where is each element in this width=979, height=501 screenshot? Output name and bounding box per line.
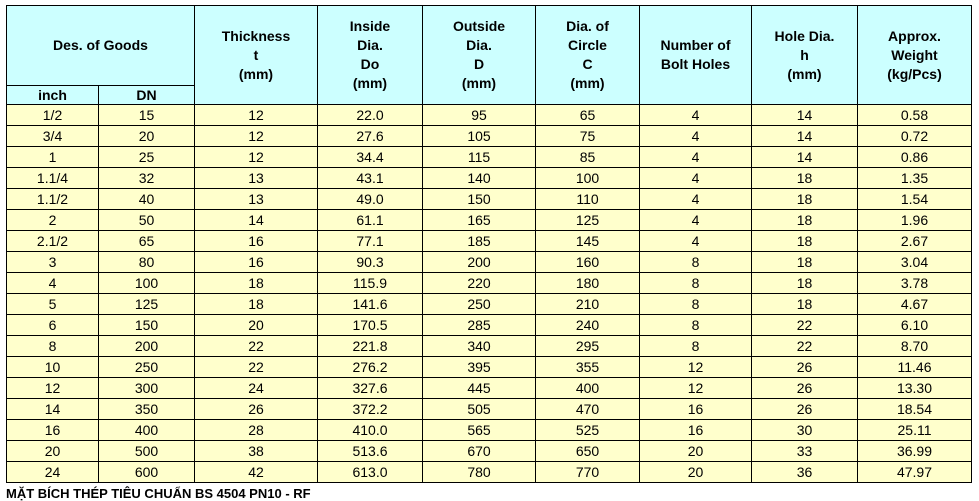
table-row [7,105,972,126]
flange-spec-table [6,5,972,483]
cell-weight: 2.67 [858,231,972,252]
cell-inside-dia: 170.5 [318,315,423,336]
cell-dn: 600 [99,462,195,483]
cell-inside-dia: 61.1 [318,210,423,231]
cell-hole-dia: 14 [752,147,858,168]
cell-weight: 3.78 [858,273,972,294]
cell-weight: 18.54 [858,399,972,420]
cell-inside-dia: 77.1 [318,231,423,252]
cell-dn: 250 [99,357,195,378]
cell-hole-dia: 22 [752,315,858,336]
cell-bolt-holes: 8 [640,315,752,336]
cell-outside-dia: 185 [423,231,536,252]
cell-weight: 1.35 [858,168,972,189]
cell-dia-of-circle: 180 [536,273,640,294]
cell-hole-dia: 18 [752,189,858,210]
cell-hole-dia: 14 [752,126,858,147]
cell-bolt-holes: 8 [640,336,752,357]
cell-dia-of-circle: 100 [536,168,640,189]
cell-inside-dia: 613.0 [318,462,423,483]
cell-bolt-holes: 4 [640,210,752,231]
cell-outside-dia: 250 [423,294,536,315]
cell-hole-dia: 30 [752,420,858,441]
cell-weight: 11.46 [858,357,972,378]
cell-thickness: 14 [195,210,318,231]
cell-dia-of-circle: 525 [536,420,640,441]
cell-dia-of-circle: 650 [536,441,640,462]
cell-inch: 14 [7,399,99,420]
cell-dia-of-circle: 85 [536,147,640,168]
cell-outside-dia: 150 [423,189,536,210]
cell-dn: 125 [99,294,195,315]
cell-weight: 8.70 [858,336,972,357]
cell-dn: 20 [99,126,195,147]
cell-thickness: 16 [195,252,318,273]
cell-thickness: 18 [195,273,318,294]
header-bolt-holes: Number of Bolt Holes [640,6,752,105]
cell-hole-dia: 18 [752,273,858,294]
cell-inside-dia: 27.6 [318,126,423,147]
cell-inch: 2.1/2 [7,231,99,252]
cell-dn: 300 [99,378,195,399]
cell-dn: 32 [99,168,195,189]
cell-outside-dia: 445 [423,378,536,399]
cell-thickness: 12 [195,147,318,168]
cell-dia-of-circle: 470 [536,399,640,420]
table-row [7,210,972,231]
cell-bolt-holes: 16 [640,420,752,441]
cell-weight: 36.99 [858,441,972,462]
footer-caption: MẶT BÍCH THÉP TIÊU CHUẨN BS 4504 PN10 - RF [6,486,311,501]
cell-inside-dia: 22.0 [318,105,423,126]
cell-bolt-holes: 4 [640,168,752,189]
cell-dn: 15 [99,105,195,126]
cell-hole-dia: 22 [752,336,858,357]
cell-inside-dia: 513.6 [318,441,423,462]
table-row [7,147,972,168]
cell-bolt-holes: 4 [640,105,752,126]
cell-bolt-holes: 12 [640,357,752,378]
cell-hole-dia: 18 [752,210,858,231]
cell-inch: 3/4 [7,126,99,147]
cell-bolt-holes: 8 [640,294,752,315]
cell-inch: 12 [7,378,99,399]
cell-thickness: 24 [195,378,318,399]
cell-dia-of-circle: 125 [536,210,640,231]
cell-thickness: 38 [195,441,318,462]
cell-outside-dia: 105 [423,126,536,147]
cell-inside-dia: 90.3 [318,252,423,273]
cell-bolt-holes: 4 [640,126,752,147]
cell-outside-dia: 565 [423,420,536,441]
cell-inch: 3 [7,252,99,273]
cell-inch: 2 [7,210,99,231]
cell-bolt-holes: 16 [640,399,752,420]
header-thickness: Thickness t (mm) [195,6,318,105]
table-row [7,336,972,357]
table-row [7,294,972,315]
cell-hole-dia: 33 [752,441,858,462]
cell-weight: 4.67 [858,294,972,315]
cell-inch: 6 [7,315,99,336]
cell-dn: 80 [99,252,195,273]
header-inside-dia: Inside Dia. Do (mm) [318,6,423,105]
cell-weight: 47.97 [858,462,972,483]
cell-hole-dia: 26 [752,378,858,399]
table-row [7,189,972,210]
cell-outside-dia: 220 [423,273,536,294]
cell-outside-dia: 165 [423,210,536,231]
header-outside-dia: Outside Dia. D (mm) [423,6,536,105]
cell-dia-of-circle: 400 [536,378,640,399]
cell-inch: 20 [7,441,99,462]
cell-hole-dia: 18 [752,168,858,189]
cell-weight: 1.54 [858,189,972,210]
cell-bolt-holes: 8 [640,252,752,273]
cell-thickness: 18 [195,294,318,315]
cell-dn: 65 [99,231,195,252]
cell-dn: 40 [99,189,195,210]
table-row [7,399,972,420]
cell-weight: 1.96 [858,210,972,231]
cell-dn: 25 [99,147,195,168]
cell-dia-of-circle: 110 [536,189,640,210]
cell-outside-dia: 670 [423,441,536,462]
cell-weight: 3.04 [858,252,972,273]
cell-bolt-holes: 8 [640,273,752,294]
cell-thickness: 42 [195,462,318,483]
cell-dn: 50 [99,210,195,231]
cell-bolt-holes: 4 [640,147,752,168]
cell-thickness: 13 [195,168,318,189]
cell-bolt-holes: 4 [640,189,752,210]
cell-bolt-holes: 20 [640,441,752,462]
cell-weight: 6.10 [858,315,972,336]
cell-dia-of-circle: 240 [536,315,640,336]
cell-outside-dia: 505 [423,399,536,420]
cell-inside-dia: 221.8 [318,336,423,357]
cell-inside-dia: 34.4 [318,147,423,168]
cell-outside-dia: 95 [423,105,536,126]
table-body [7,105,972,483]
cell-hole-dia: 26 [752,399,858,420]
cell-hole-dia: 14 [752,105,858,126]
cell-outside-dia: 395 [423,357,536,378]
cell-inch: 1.1/4 [7,168,99,189]
cell-dn: 500 [99,441,195,462]
cell-dn: 400 [99,420,195,441]
cell-inside-dia: 276.2 [318,357,423,378]
cell-dn: 150 [99,315,195,336]
cell-thickness: 16 [195,231,318,252]
header-inch: inch [7,86,99,105]
header-dia-of-circle: Dia. of Circle C (mm) [536,6,640,105]
cell-inch: 1.1/2 [7,189,99,210]
cell-bolt-holes: 12 [640,378,752,399]
cell-weight: 25.11 [858,420,972,441]
table-row [7,441,972,462]
cell-inch: 10 [7,357,99,378]
table-row [7,378,972,399]
cell-dn: 200 [99,336,195,357]
cell-inside-dia: 372.2 [318,399,423,420]
cell-dia-of-circle: 75 [536,126,640,147]
cell-dia-of-circle: 295 [536,336,640,357]
cell-inch: 4 [7,273,99,294]
cell-hole-dia: 18 [752,231,858,252]
header-dn: DN [99,86,195,105]
cell-dn: 350 [99,399,195,420]
header-weight: Approx. Weight (kg/Pcs) [858,6,972,105]
cell-hole-dia: 18 [752,252,858,273]
cell-thickness: 28 [195,420,318,441]
cell-thickness: 22 [195,336,318,357]
cell-hole-dia: 18 [752,294,858,315]
table-row [7,126,972,147]
cell-inch: 1 [7,147,99,168]
cell-dia-of-circle: 770 [536,462,640,483]
cell-weight: 0.58 [858,105,972,126]
cell-inch: 8 [7,336,99,357]
cell-inside-dia: 49.0 [318,189,423,210]
header-hole-dia: Hole Dia. h (mm) [752,6,858,105]
table-row [7,462,972,483]
cell-dn: 100 [99,273,195,294]
cell-inside-dia: 43.1 [318,168,423,189]
cell-inch: 16 [7,420,99,441]
cell-weight: 0.72 [858,126,972,147]
cell-outside-dia: 780 [423,462,536,483]
table-row [7,273,972,294]
table-row [7,420,972,441]
table-row [7,315,972,336]
cell-dia-of-circle: 65 [536,105,640,126]
cell-thickness: 12 [195,126,318,147]
cell-inch: 5 [7,294,99,315]
cell-outside-dia: 285 [423,315,536,336]
cell-inside-dia: 327.6 [318,378,423,399]
cell-inch: 24 [7,462,99,483]
cell-outside-dia: 340 [423,336,536,357]
header-row [7,6,972,86]
cell-bolt-holes: 4 [640,231,752,252]
cell-weight: 0.86 [858,147,972,168]
cell-hole-dia: 26 [752,357,858,378]
cell-outside-dia: 200 [423,252,536,273]
table-row [7,357,972,378]
header-des-of-goods: Des. of Goods [7,6,195,86]
cell-thickness: 22 [195,357,318,378]
cell-inside-dia: 141.6 [318,294,423,315]
cell-dia-of-circle: 145 [536,231,640,252]
cell-bolt-holes: 20 [640,462,752,483]
cell-inside-dia: 115.9 [318,273,423,294]
cell-thickness: 13 [195,189,318,210]
cell-weight: 13.30 [858,378,972,399]
cell-inch: 1/2 [7,105,99,126]
cell-inside-dia: 410.0 [318,420,423,441]
cell-thickness: 12 [195,105,318,126]
table-row [7,252,972,273]
cell-outside-dia: 140 [423,168,536,189]
table-row [7,231,972,252]
table-header [7,6,972,105]
cell-dia-of-circle: 160 [536,252,640,273]
cell-dia-of-circle: 355 [536,357,640,378]
cell-thickness: 20 [195,315,318,336]
cell-dia-of-circle: 210 [536,294,640,315]
table-row [7,168,972,189]
cell-thickness: 26 [195,399,318,420]
cell-outside-dia: 115 [423,147,536,168]
cell-hole-dia: 36 [752,462,858,483]
